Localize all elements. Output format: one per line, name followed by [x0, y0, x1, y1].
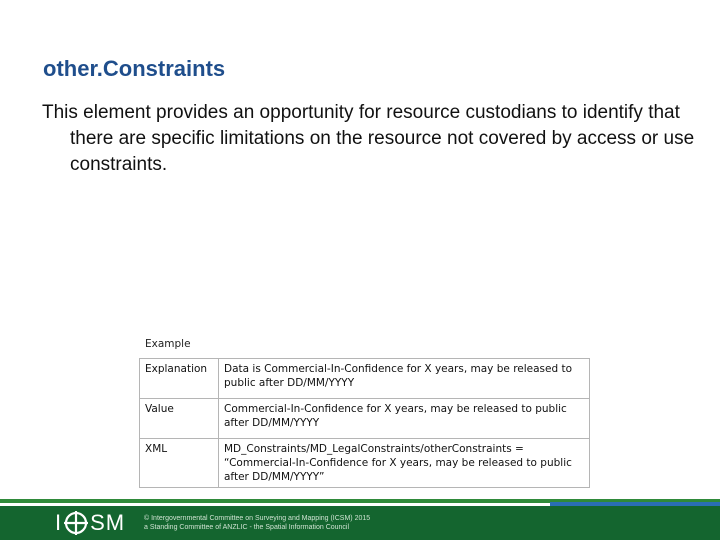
logo-letters-sm: SM [90, 510, 126, 535]
row-key: Value [140, 399, 219, 439]
row-key: Explanation [140, 359, 219, 399]
slide-body-text: This element provides an opportunity for resource custodians to identify that there are specific limitations on the resource not covered by access or use constraints. [42, 102, 695, 175]
row-key: XML [140, 439, 219, 488]
footer-line-2: a Standing Committee of ANZLIC - the Spatial Information Council [144, 524, 350, 531]
row-value: Commercial-In-Confidence for X years, may be released to public after DD/MM/YYYY [219, 399, 590, 439]
example-table [139, 358, 590, 488]
table-row [140, 399, 590, 439]
example-block [139, 338, 590, 488]
table-row [140, 439, 590, 488]
table-row [140, 359, 590, 399]
logo-letter-i: I [55, 510, 63, 535]
row-value: Data is Commercial-In-Confidence for X years, may be released to public after DD/MM/YYYY [219, 359, 590, 399]
footer-line-1: © Intergovernmental Committee on Surveying and Mapping (ICSM) 2015 [144, 515, 371, 522]
footer-copyright [144, 514, 370, 532]
globe-icon [64, 511, 88, 535]
slide-title: other.Constraints [43, 56, 226, 81]
icsm-logo [55, 509, 125, 537]
example-caption: Example [145, 338, 191, 350]
row-value: MD_Constraints/MD_LegalConstraints/otherConstraints = “Commercial-In-Confidence for X years, may be released to public after DD/MM/YYYY” [219, 439, 590, 488]
footer-bar [0, 506, 720, 540]
